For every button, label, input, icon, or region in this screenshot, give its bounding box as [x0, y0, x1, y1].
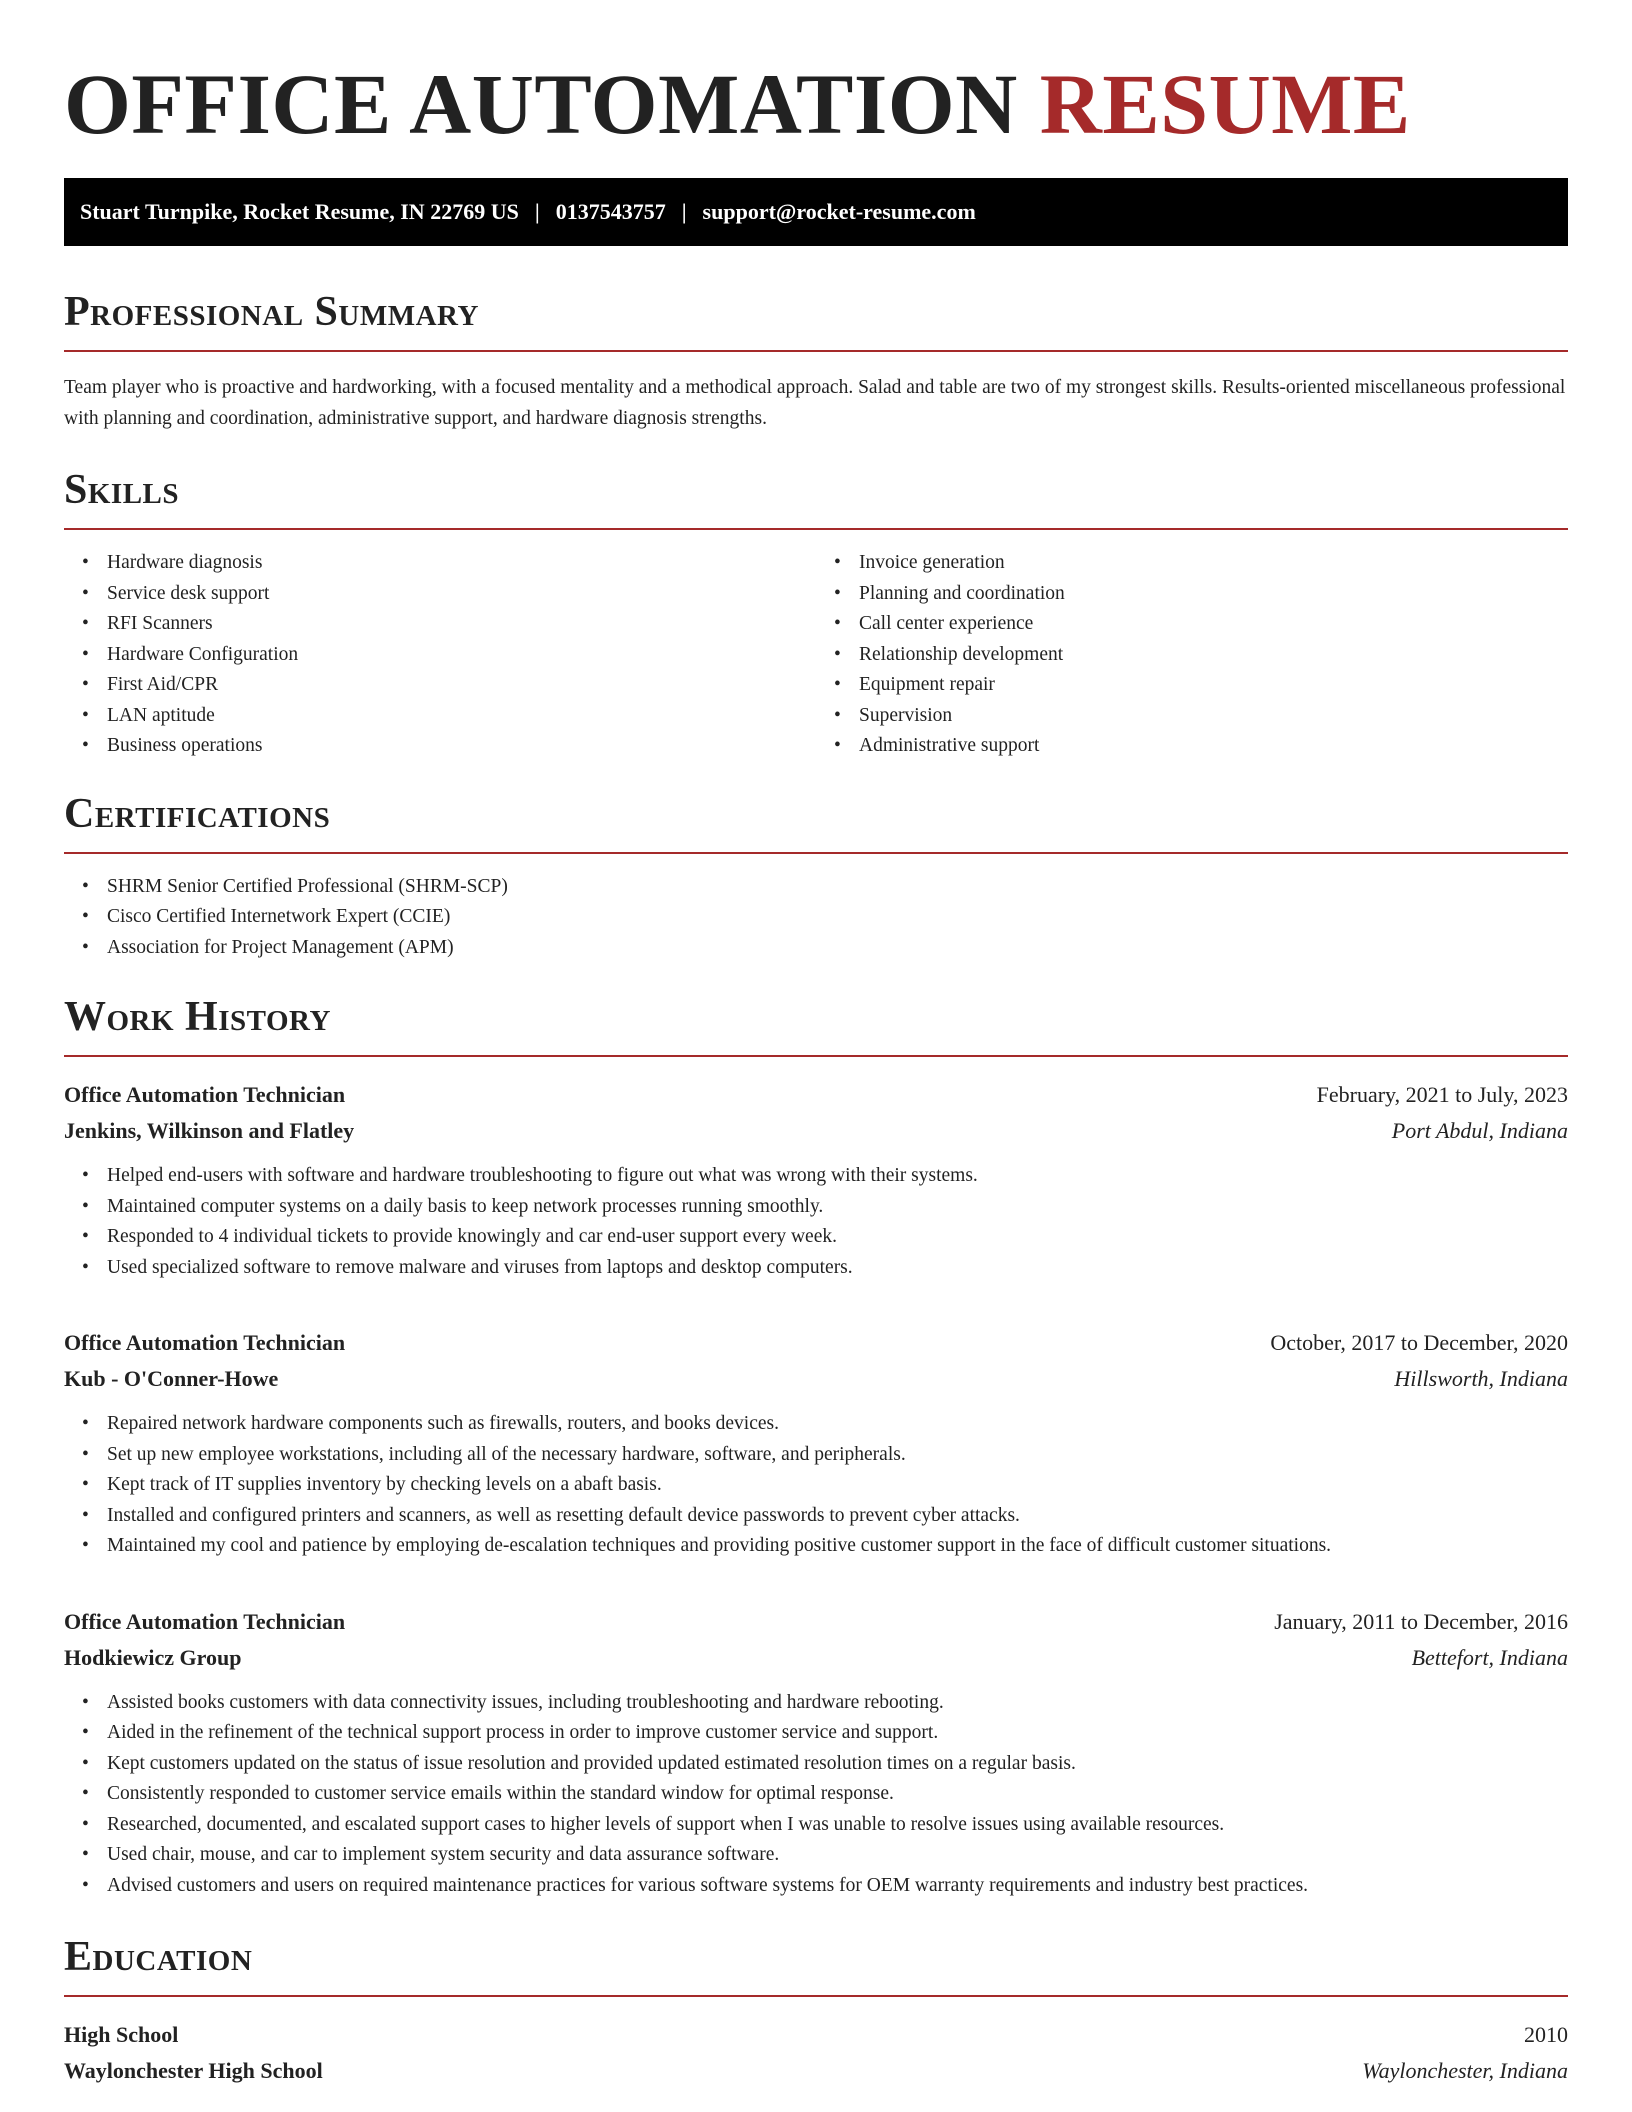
job-entry [64, 1325, 1568, 1562]
certification-item: • Cisco Certified Internetwork Expert (CCIE) [107, 902, 1568, 933]
job-company-row [64, 1113, 1568, 1149]
skill-item: • First Aid/CPR [107, 670, 816, 701]
job-bullet: • Used chair, mouse, and car to implement system security and data assurance software. [107, 1840, 1568, 1871]
job-header-row [64, 1604, 1568, 1640]
job-bullet: • Kept customers updated on the status of issue resolution and provided updated estimated resolution times on a regular basis. [107, 1749, 1568, 1780]
job-bullet: • Advised customers and users on required maintenance practices for various software systems for OEM warranty requirements and industry best practices. [107, 1871, 1568, 1902]
education-header-row [64, 2017, 1568, 2053]
job-dates: February, 2021 to July, 2023 [1316, 1082, 1568, 1107]
job-dates: October, 2017 to December, 2020 [1270, 1330, 1568, 1355]
contact-email[interactable]: support@rocket-resume.com [702, 199, 976, 224]
job-title: Office Automation Technician [64, 1330, 346, 1355]
section-heading-summary: Professional Summary [64, 288, 1568, 352]
skill-item: • RFI Scanners [107, 609, 816, 640]
job-bullet: • Repaired network hardware components such as firewalls, routers, and books devices. [107, 1409, 1568, 1440]
skill-item: • Hardware Configuration [107, 640, 816, 671]
job-bullet: • Maintained my cool and patience by employing de-escalation techniques and providing positive customer support in the face of difficult customer situations. [107, 1531, 1568, 1562]
education-school-row [64, 2053, 1568, 2089]
contact-separator: | [534, 199, 540, 224]
job-bullet: • Aided in the refinement of the technical support process in order to improve customer service and support. [107, 1718, 1568, 1749]
job-company-row [64, 1640, 1568, 1676]
education-entry [64, 2017, 1568, 2089]
job-company: Hodkiewicz Group [64, 1644, 242, 1670]
job-location: Port Abdul, Indiana [1391, 1118, 1568, 1143]
job-entry [64, 1077, 1568, 1283]
job-bullet: • Consistently responded to customer service emails within the standard window for optimal response. [107, 1779, 1568, 1810]
title-accent: RESUME [1039, 56, 1411, 152]
job-title: Office Automation Technician [64, 1608, 346, 1634]
skill-item: • Service desk support [107, 579, 816, 610]
skills-grid [64, 548, 1568, 762]
job-bullet-list [64, 1409, 1568, 1562]
certification-item: • Association for Project Management (APM) [107, 933, 1568, 964]
resume-title [64, 0, 1568, 152]
education-degree: High School [64, 2022, 179, 2047]
job-bullet: • Helped end-users with software and hardware troubleshooting to figure out what was wrong with their systems. [107, 1161, 1568, 1192]
job-bullet: • Researched, documented, and escalated support cases to higher levels of support when I was unable to resolve issues using available resources. [107, 1810, 1568, 1841]
skill-item: • Hardware diagnosis [107, 548, 816, 579]
job-bullet: • Responded to 4 individual tickets to provide knowingly and car end-user support every week. [107, 1222, 1568, 1253]
job-location: Bettefort, Indiana [1411, 1644, 1568, 1670]
contact-phone: 0137543757 [555, 199, 666, 224]
skill-item: • LAN aptitude [107, 701, 816, 732]
job-bullet: • Kept track of IT supplies inventory by checking levels on a abaft basis. [107, 1470, 1568, 1501]
job-dates: January, 2011 to December, 2016 [1274, 1608, 1568, 1634]
summary-text: Team player who is proactive and hardworking, with a focused mentality and a methodical approach. Salad and table are two of my strongest skills. Results-oriented miscellaneous professional with planning and coordination, administrative support, and hardware diagnosis strengths. [64, 377, 1566, 429]
skill-item: • Supervision [859, 701, 1568, 732]
skill-item: • Planning and coordination [859, 579, 1568, 610]
certifications-list [64, 872, 1568, 964]
job-entry [64, 1604, 1568, 1902]
job-bullet-list [64, 1688, 1568, 1902]
job-company-row [64, 1361, 1568, 1397]
job-header-row [64, 1325, 1568, 1361]
contact-bar [64, 178, 1568, 246]
job-title: Office Automation Technician [64, 1082, 346, 1107]
section-heading-work-history: Work History [64, 993, 1568, 1057]
job-location: Hillsworth, Indiana [1394, 1366, 1568, 1391]
title-main: OFFICE AUTOMATION [64, 56, 1018, 152]
section-heading-skills: Skills [64, 466, 1568, 530]
job-bullet: • Assisted books customers with data connectivity issues, including troubleshooting and hardware rebooting. [107, 1688, 1568, 1719]
job-bullet: • Installed and configured printers and scanners, as well as resetting default device passwords to prevent cyber attacks. [107, 1501, 1568, 1532]
certification-item: • SHRM Senior Certified Professional (SHRM-SCP) [107, 872, 1568, 903]
contact-address: Stuart Turnpike, Rocket Resume, IN 22769 US [80, 199, 519, 224]
section-heading-certifications: Certifications [64, 790, 1568, 854]
section-heading-education: Education [64, 1933, 1568, 1997]
skill-item: • Call center experience [859, 609, 1568, 640]
job-bullet: • Maintained computer systems on a daily basis to keep network processes running smoothly. [107, 1192, 1568, 1223]
job-company: Jenkins, Wilkinson and Flatley [64, 1118, 355, 1143]
contact-separator: | [681, 199, 687, 224]
job-bullet: • Used specialized software to remove malware and viruses from laptops and desktop computers. [107, 1253, 1568, 1284]
skill-item: • Invoice generation [859, 548, 1568, 579]
skill-item: • Administrative support [859, 731, 1568, 762]
skill-item: • Equipment repair [859, 670, 1568, 701]
job-bullet-list [64, 1161, 1568, 1283]
job-company: Kub - O'Conner-Howe [64, 1366, 279, 1391]
job-header-row [64, 1077, 1568, 1113]
education-school: Waylonchester High School [64, 2058, 323, 2083]
skills-column-right [816, 548, 1568, 762]
job-bullet: • Set up new employee workstations, including all of the necessary hardware, software, and peripherals. [107, 1440, 1568, 1471]
skill-item: • Relationship development [859, 640, 1568, 671]
education-location: Waylonchester, Indiana [1362, 2058, 1568, 2083]
skills-column-left [64, 548, 816, 762]
education-year: 2010 [1524, 2022, 1568, 2047]
skill-item: • Business operations [107, 731, 816, 762]
